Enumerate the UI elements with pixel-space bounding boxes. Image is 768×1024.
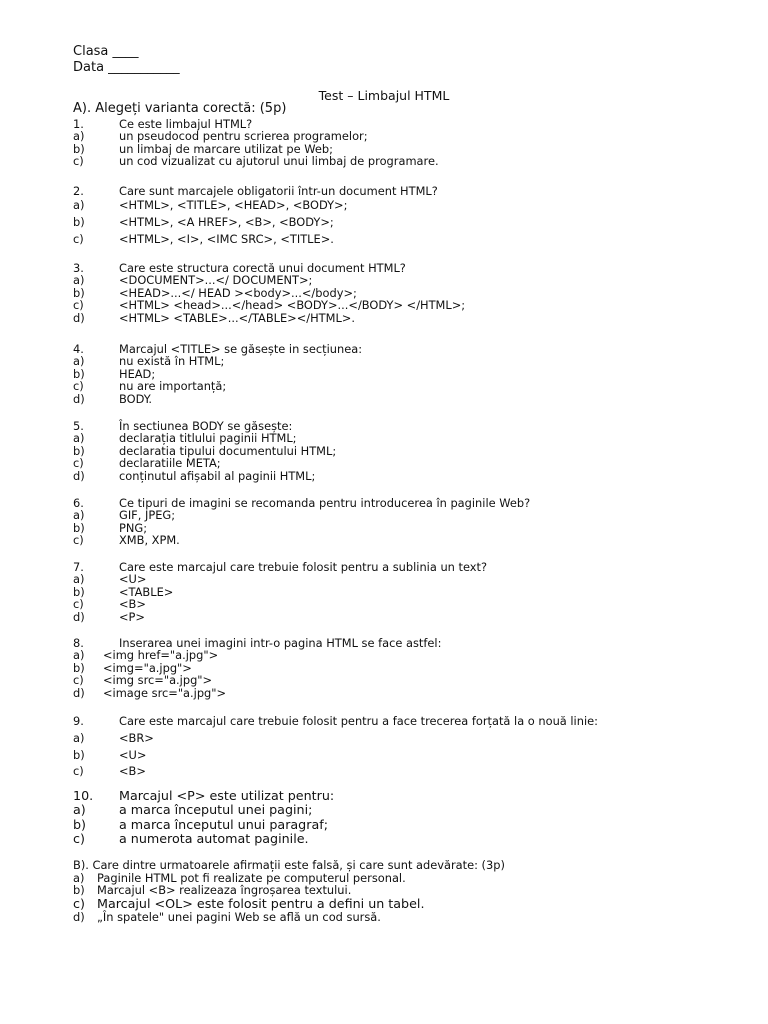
question-text: Care este structura corectă unui document HTML? (119, 261, 406, 275)
option-key: a) (73, 431, 85, 446)
option-key: b) (73, 366, 85, 381)
question-text: Marcajul <P> este utilizat pentru: (119, 788, 335, 803)
question-text: Care sunt marcajele obligatorii într-un document HTML? (119, 184, 438, 198)
question-8 (73, 637, 713, 699)
section-a-heading: A). Alegeți varianta corectă: (5p) (73, 101, 287, 116)
question-number: 10. (73, 788, 94, 803)
statement-text: Marcajul <B> realizeaza îngroșarea textului. (97, 883, 352, 898)
statement-text: „În spatele" unei pagini Web se află un cod sursă. (97, 909, 381, 924)
option-key: a) (73, 648, 85, 663)
option-text: <TABLE> (119, 584, 174, 599)
option-key: c) (73, 533, 84, 548)
question-number: 5. (73, 419, 84, 433)
option-key: b) (73, 584, 85, 599)
option-text: nu are importanță; (119, 379, 227, 394)
option-key: b) (73, 141, 85, 156)
option-key: a) (73, 508, 85, 523)
option-text: <DOCUMENT>...</ DOCUMENT>; (119, 273, 313, 288)
option-key: c) (73, 597, 84, 612)
option-text: declaratia tipului documentului HTML; (119, 443, 337, 458)
question-number: 6. (73, 496, 84, 510)
option-text: un pseudocod pentru scrierea programelor; (119, 129, 368, 144)
option-text: <HTML>, <TITLE>, <HEAD>, <BODY>; (119, 198, 348, 213)
option-key: c) (73, 298, 84, 313)
statement-key: a) (73, 871, 85, 885)
question-7 (73, 561, 713, 623)
option-key: c) (73, 154, 84, 169)
option-key: d) (73, 468, 85, 483)
option-key: b) (73, 816, 87, 832)
question-text: Care este marcajul care trebuie folosit pentru a face trecerea forțată la o nouă linie: (119, 714, 598, 728)
option-key: a) (73, 802, 86, 818)
section-b (73, 859, 723, 923)
question-number: 2. (73, 184, 84, 198)
question-text: Care este marcajul care trebuie folosit pentru a sublinia un text? (119, 560, 488, 574)
date-line: Data ___________ (73, 60, 180, 75)
option-text: un cod vizualizat cu ajutorul unui limbaj de programare. (119, 154, 439, 169)
option-text: a marca începutul unei pagini; (119, 802, 313, 818)
option-key: c) (73, 379, 84, 394)
option-key: b) (73, 443, 85, 458)
question-text: Ce este limbajul HTML? (119, 117, 253, 131)
statement-text: Marcajul <OL> este folosit pentru a defini un tabel. (97, 895, 425, 911)
option-key: c) (73, 673, 84, 688)
option-text: <P> (119, 609, 145, 624)
option-key: a) (73, 129, 85, 144)
question-number: 1. (73, 117, 84, 131)
option-key: c) (73, 231, 84, 246)
option-text: declarația titlului paginii HTML; (119, 431, 297, 446)
option-key: c) (73, 456, 84, 471)
option-text: <HEAD>...</ HEAD ><body>...</body>; (119, 285, 357, 300)
question-number: 9. (73, 714, 84, 728)
option-text: declaratiile META; (119, 456, 221, 471)
option-text: conținutul afișabil al paginii HTML; (119, 468, 316, 483)
question-6 (73, 497, 713, 547)
option-text: <image src="a.jpg"> (103, 685, 227, 700)
test-title: Test – Limbajul HTML (318, 88, 450, 103)
option-key: d) (73, 391, 85, 406)
question-number: 3. (73, 261, 84, 275)
statement-key: c) (73, 895, 85, 911)
option-key: d) (73, 685, 85, 700)
option-key: c) (73, 764, 84, 779)
option-text: a numerota automat paginile. (119, 830, 309, 846)
option-text: <BR> (119, 730, 154, 745)
option-key: a) (73, 730, 85, 745)
question-text: În sectiunea BODY se găsește: (119, 419, 293, 433)
option-key: b) (73, 747, 85, 762)
question-number: 4. (73, 342, 84, 356)
class-line: Clasa ____ (73, 44, 139, 59)
option-text: un limbaj de marcare utilizat pe Web; (119, 141, 333, 156)
option-key: c) (73, 830, 85, 846)
section-b-heading: B). Care dintre urmatoarele afirmații este falsă, și care sunt adevărate: (3p) (73, 858, 505, 872)
option-key: a) (73, 198, 85, 213)
question-9 (73, 713, 713, 780)
option-key: b) (73, 214, 85, 229)
option-key: d) (73, 310, 85, 325)
option-text: HEAD; (119, 366, 156, 381)
option-text: a marca începutul unui paragraf; (119, 816, 328, 832)
option-text: <U> (119, 572, 147, 587)
question-text: Marcajul <TITLE> se găsește in secțiunea: (119, 342, 363, 356)
option-key: a) (73, 273, 85, 288)
option-key: a) (73, 354, 85, 369)
question-3 (73, 262, 713, 324)
option-key: b) (73, 285, 85, 300)
question-number: 8. (73, 636, 84, 650)
option-text: PNG; (119, 520, 148, 535)
statement-text: Paginile HTML pot fi realizate pe computerul personal. (97, 871, 406, 885)
option-text: <img href="a.jpg"> (103, 648, 219, 663)
question-10 (73, 789, 713, 846)
statement-key: d) (73, 909, 85, 924)
option-text: <HTML>, <I>, <IMC SRC>, <TITLE>. (119, 231, 334, 246)
question-4 (73, 343, 713, 405)
option-text: <U> (119, 747, 147, 762)
question-2 (73, 185, 713, 247)
option-text: <HTML>, <A HREF>, <B>, <BODY>; (119, 214, 334, 229)
option-text: <B> (119, 764, 146, 779)
option-text: nu există în HTML; (119, 354, 225, 369)
option-text: <HTML> <TABLE>...</TABLE></HTML>. (119, 310, 355, 325)
question-number: 7. (73, 560, 84, 574)
option-key: b) (73, 520, 85, 535)
option-text: GIF, JPEG; (119, 508, 176, 523)
option-text: <img="a.jpg"> (103, 660, 192, 675)
question-text: Inserarea unei imagini intr-o pagina HTML se face astfel: (119, 636, 442, 650)
question-1 (73, 118, 713, 168)
option-key: d) (73, 609, 85, 624)
question-text: Ce tipuri de imagini se recomanda pentru introducerea în paginile Web? (119, 496, 531, 510)
option-key: a) (73, 572, 85, 587)
option-key: b) (73, 660, 85, 675)
statement-key: b) (73, 883, 85, 898)
option-text: <img src="a.jpg"> (103, 673, 213, 688)
option-text: <B> (119, 597, 146, 612)
option-text: <HTML> <head>...</head> <BODY>...</BODY> </HTML>; (119, 298, 466, 313)
question-5 (73, 420, 713, 482)
option-text: BODY. (119, 391, 152, 406)
option-text: XMB, XPM. (119, 533, 180, 548)
